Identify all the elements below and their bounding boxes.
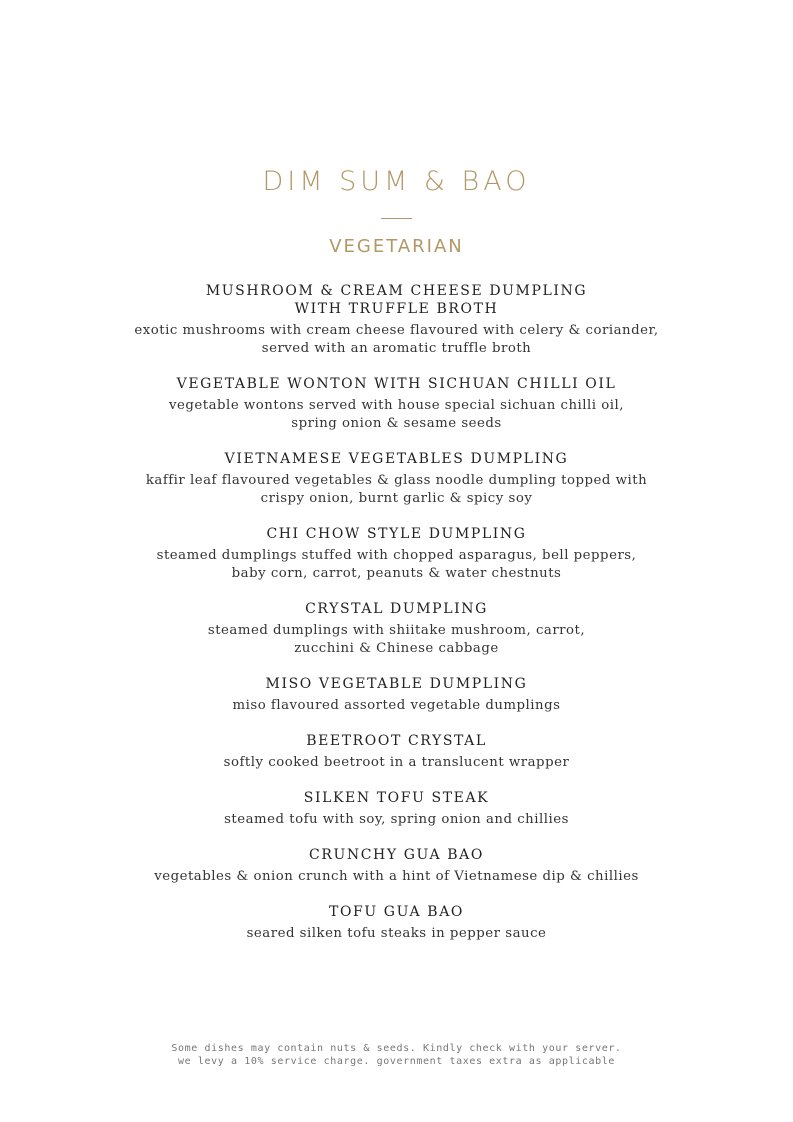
menu-item-name: [0, 282, 793, 318]
menu-item-name-line: VIETNAMESE VEGETABLES DUMPLING: [224, 451, 569, 467]
menu-item-name-line: MUSHROOM & CREAM CHEESE DUMPLING: [205, 283, 588, 299]
menu-item-description-line: vegetables & onion crunch with a hint of Vietnamese dip & chillies: [154, 869, 639, 884]
menu-item-name: [0, 450, 793, 468]
menu-item: [0, 846, 793, 886]
menu-item-name-line: CRUNCHY GUA BAO: [309, 847, 484, 863]
menu-item: [0, 675, 793, 715]
menu-item-description: [0, 397, 793, 433]
menu-item-name-line: CRYSTAL DUMPLING: [305, 601, 488, 617]
menu-item-name-line: BEETROOT CRYSTAL: [306, 733, 487, 749]
menu-item: [0, 375, 793, 433]
menu-item: [0, 450, 793, 508]
menu-item-description: [0, 547, 793, 583]
menu-item-description-line: vegetable wontons served with house special sichuan chilli oil,: [169, 398, 624, 413]
menu-item: [0, 732, 793, 772]
footer-service-charge-note: we levy a 10% service charge. government taxes extra as applicable: [178, 1056, 615, 1067]
menu-item-description-line: baby corn, carrot, peanuts & water chestnuts: [231, 566, 562, 581]
menu-item-description: [0, 754, 793, 772]
menu-item-description: [0, 697, 793, 715]
menu-item-description-line: crispy onion, burnt garlic & spicy soy: [260, 491, 533, 506]
menu-item: [0, 525, 793, 583]
menu-item-description: [0, 322, 793, 358]
menu-item-name: [0, 903, 793, 921]
menu-item-description-line: zucchini & Chinese cabbage: [294, 641, 499, 656]
footer-allergen-note: Some dishes may contain nuts & seeds. Kindly check with your server.: [171, 1043, 622, 1054]
menu-item-description: [0, 868, 793, 886]
menu-item-name-line: MISO VEGETABLE DUMPLING: [265, 676, 528, 692]
menu-item-name-line: WITH TRUFFLE BROTH: [294, 301, 499, 317]
menu-item-description-line: spring onion & sesame seeds: [291, 416, 502, 431]
section-subtitle: VEGETARIAN: [329, 236, 464, 257]
menu-item: [0, 600, 793, 658]
menu-item-name-line: TOFU GUA BAO: [329, 904, 464, 920]
title-divider: [381, 218, 412, 219]
menu-item-description-line: exotic mushrooms with cream cheese flavoured with celery & coriander,: [134, 323, 659, 338]
menu-item-name: [0, 846, 793, 864]
menu-item-description-line: served with an aromatic truffle broth: [261, 341, 532, 356]
footer-note: [0, 1042, 793, 1068]
menu-item-name-line: SILKEN TOFU STEAK: [303, 790, 490, 806]
menu-item-description-line: softly cooked beetroot in a translucent wrapper: [223, 755, 570, 770]
menu-item-description: [0, 811, 793, 829]
menu-item: [0, 903, 793, 943]
menu-item-description: [0, 622, 793, 658]
menu-item-description-line: seared silken tofu steaks in pepper sauce: [246, 926, 547, 941]
menu-item-description-line: kaffir leaf flavoured vegetables & glass noodle dumpling topped with: [145, 473, 648, 488]
menu-item-name: [0, 525, 793, 543]
menu-item-name: [0, 789, 793, 807]
menu-item-name-line: CHI CHOW STYLE DUMPLING: [266, 526, 527, 542]
menu-item: [0, 789, 793, 829]
menu-item-description-line: miso flavoured assorted vegetable dumplings: [232, 698, 561, 713]
menu-item-name: [0, 600, 793, 618]
menu-item-name-line: VEGETABLE WONTON WITH SICHUAN CHILLI OIL: [176, 376, 617, 392]
menu-item-description: [0, 472, 793, 508]
menu-title: DIM SUM & BAO: [262, 166, 531, 197]
menu-item-description: [0, 925, 793, 943]
menu-item-description-line: steamed dumplings stuffed with chopped asparagus, bell peppers,: [156, 548, 637, 563]
menu-item-name: [0, 732, 793, 750]
menu-item: [0, 282, 793, 358]
menu-items-list: [0, 282, 793, 960]
menu-item-name: [0, 675, 793, 693]
menu-item-name: [0, 375, 793, 393]
menu-item-description-line: steamed dumplings with shiitake mushroom, carrot,: [207, 623, 586, 638]
menu-item-description-line: steamed tofu with soy, spring onion and chillies: [224, 812, 569, 827]
